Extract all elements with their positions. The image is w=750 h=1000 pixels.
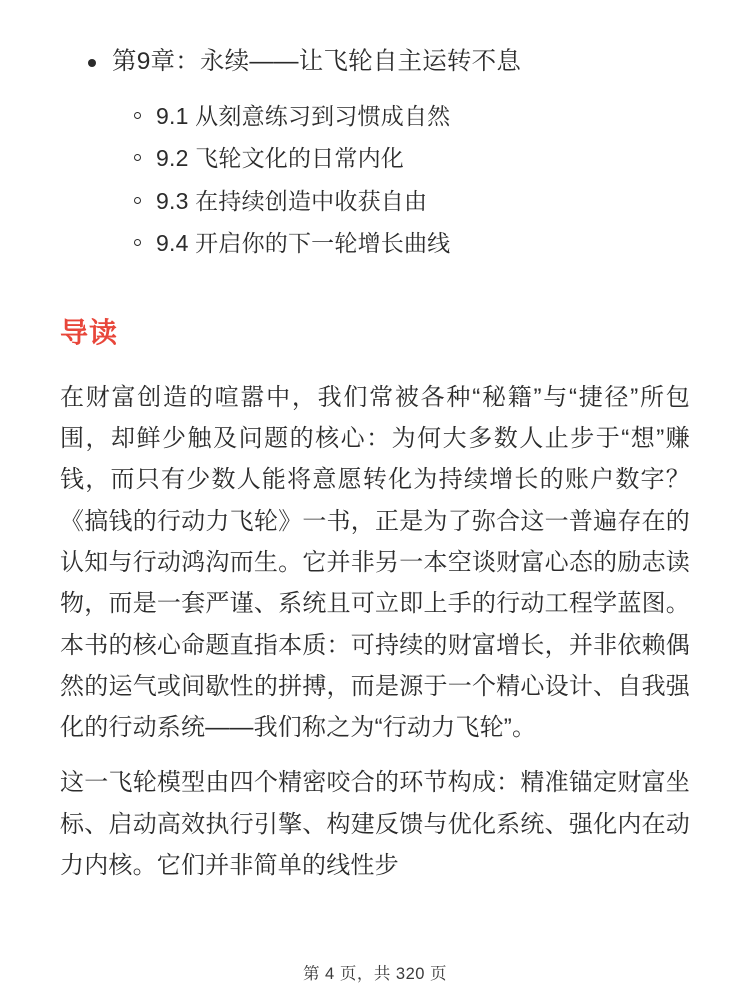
table-of-contents <box>60 44 690 265</box>
list-item[interactable] <box>112 222 690 265</box>
section-heading-guide: 导读 <box>60 316 119 348</box>
hollow-bullet-icon <box>134 112 141 119</box>
guide-paragraph: 在财富创造的喧嚣中，我们常被各种“秘籍”与“捷径”所包围，却鲜少触及问题的核心：为何大多数人止步于“想”赚钱，而只有少数人能将意愿转化为持续增长的账户数字？《搞钱的行动力飞轮》一书，正是为了弥合这一普遍存在的认知与行动鸿沟而生。它并非另一本空谈财富心态的励志读物，而是一套严谨、系统且可立即上手的行动工程学蓝图。本书的核心命题直指本质：可持续的财富增长，并非依赖偶然的运气或间歇性的拼搏，而是源于一个精心设计、自我强化的行动系统——我们称之为“行动力飞轮”。 <box>60 383 690 742</box>
toc-section-label: 9.1 从刻意练习到习惯成自然 <box>156 102 451 129</box>
toc-section-label: 9.3 在持续创造中收获自由 <box>156 187 428 214</box>
hollow-bullet-icon <box>134 197 141 204</box>
toc-subsection-list <box>112 95 690 265</box>
toc-section-label: 9.2 飞轮文化的日常内化 <box>156 145 404 172</box>
hollow-bullet-icon <box>134 154 141 161</box>
page-footer: 第 4 页，共 320 页 <box>302 965 448 983</box>
bullet-icon <box>88 59 96 67</box>
toc-chapter-item[interactable] <box>60 44 690 265</box>
hollow-bullet-icon <box>134 239 141 246</box>
toc-chapter-label: 第9章：永续——让飞轮自主运转不息 <box>112 48 522 75</box>
list-item[interactable] <box>112 180 690 223</box>
list-item[interactable] <box>112 95 690 138</box>
guide-paragraph: 这一飞轮模型由四个精密咬合的环节构成：精准锚定财富坐标、启动高效执行引擎、构建反馈与优化系统、强化内在动力内核。它们并非简单的线性步 <box>60 769 690 879</box>
toc-section-label: 9.4 开启你的下一轮增长曲线 <box>156 230 451 257</box>
list-item[interactable] <box>112 137 690 180</box>
